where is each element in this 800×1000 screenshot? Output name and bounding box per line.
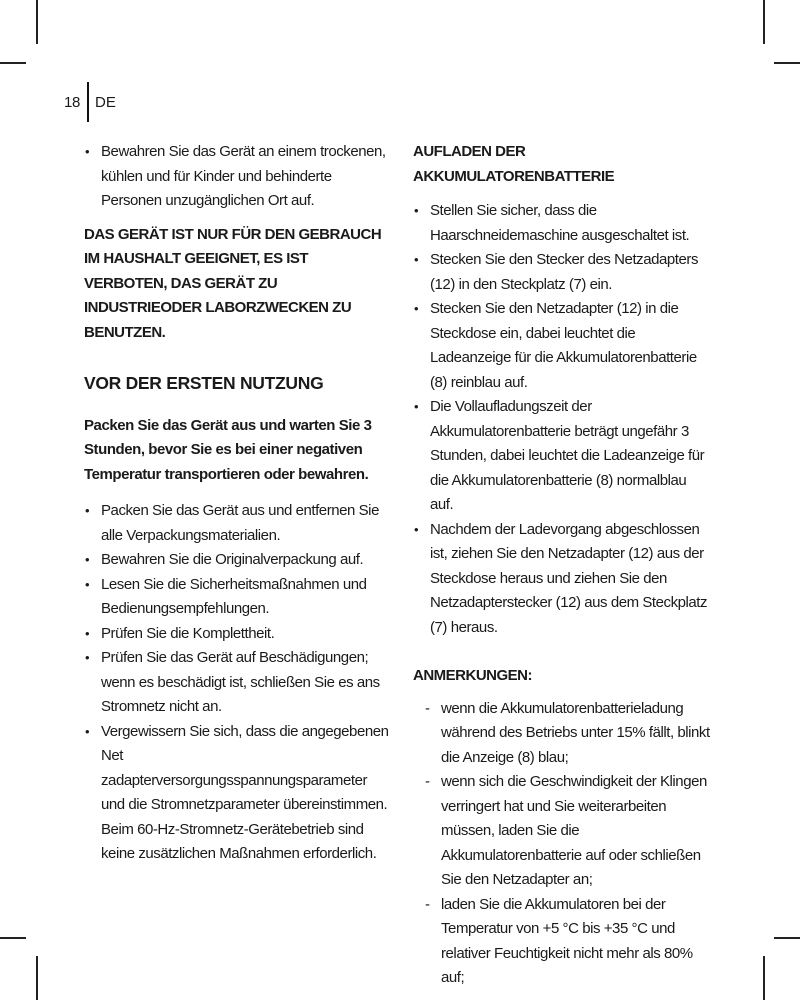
- charging-bullet-list: [413, 199, 713, 640]
- list-item: • Stecken Sie den Stecker des Netzadapters (12) in den Steckplatz (7) ein.: [413, 248, 713, 297]
- notes-heading: ANMERKUNGEN:: [413, 667, 532, 684]
- intro-bullet-list: [84, 140, 392, 214]
- warning-text: DAS GERÄT IST NUR FÜR DEN GEBRAUCH IM HAUSHALT GEEIGNET, ES IST VERBOTEN, DAS GERÄT ZU INDUSTRIEODER LABORZWECKEN ZU BENUTZEN.: [84, 225, 382, 341]
- crop-mark: [0, 62, 26, 64]
- section-heading-charging: AUFLADEN DER AKKUMULATORENBATTERIE: [413, 143, 615, 185]
- section-heading-first-use: VOR DER ERSTEN NUTZUNG: [84, 373, 324, 393]
- crop-mark: [36, 956, 38, 1000]
- list-item: • Nachdem der Ladevorgang abgeschlossen ist, ziehen Sie den Netzadapter (12) aus der Steckdose heraus und ziehen Sie den Netzadapterstecker (12) aus dem Steckplatz (7) heraus.: [413, 518, 713, 641]
- notes-list: [413, 697, 713, 991]
- note-item: - wenn die Akkumulatorenbatterieladung während des Betriebs unter 15% fällt, blinkt die Anzeige (8) blau;: [413, 697, 713, 771]
- crop-mark: [0, 937, 26, 939]
- crop-mark: [763, 956, 765, 1000]
- list-item: • Vergewissern Sie sich, dass die angegebenen Net zadapterversorgungsspannungsparameter und die Stromnetzparameter übereinstimmen. Beim 60-Hz-Stromnetz-Gerätebetrieb sind keine zusätzlichen Maßnahmen erforderlich.: [84, 720, 392, 867]
- note-item: - laden Sie die Akkumulatoren bei der Temperatur von +5 °C bis +35 °C und relativer Feuchtigkeit nicht mehr als 80% auf;: [413, 893, 713, 991]
- crop-mark: [774, 62, 800, 64]
- list-item: • Stecken Sie den Netzadapter (12) in die Steckdose ein, dabei leuchtet die Ladeanzeige für die Akkumulatorenbatterie (8) reinblau auf.: [413, 297, 713, 395]
- crop-mark: [36, 0, 38, 44]
- left-column: [84, 140, 392, 867]
- crop-mark: [774, 937, 800, 939]
- header-divider: [87, 82, 89, 122]
- list-item: • Lesen Sie die Sicherheitsmaßnahmen und Bedienungsempfehlungen.: [84, 573, 392, 622]
- language-code: DE: [95, 94, 116, 111]
- first-use-bullet-list: [84, 499, 392, 867]
- page-number: 18: [64, 94, 81, 111]
- right-column: [413, 140, 713, 991]
- list-item: • Bewahren Sie die Originalverpackung auf.: [84, 548, 392, 573]
- list-item: • Prüfen Sie das Gerät auf Beschädigungen; wenn es beschädigt ist, schließen Sie es ans Stromnetz nicht an.: [84, 646, 392, 720]
- note-item: - wenn sich die Geschwindigkeit der Klingen verringert hat und Sie weiterarbeiten müssen, laden Sie die Akkumulatorenbatterie auf oder schließen Sie den Netzadapter an;: [413, 770, 713, 893]
- list-item: • Packen Sie das Gerät aus und entfernen Sie alle Verpackungsmaterialien.: [84, 499, 392, 548]
- crop-mark: [763, 0, 765, 44]
- list-item: • Prüfen Sie die Komplettheit.: [84, 622, 392, 647]
- list-item: • Die Vollaufladungszeit der Akkumulatorenbatterie beträgt ungefähr 3 Stunden, dabei leuchtet die Ladeanzeige für die Akkumulatorenbatterie (8) normalblau auf.: [413, 395, 713, 518]
- list-item: • Bewahren Sie das Gerät an einem trockenen, kühlen und für Kinder und behinderte Personen unzugänglichen Ort auf.: [84, 140, 392, 214]
- section-intro: Packen Sie das Gerät aus und warten Sie 3 Stunden, bevor Sie es bei einer negativen Temperatur transportieren oder bewahren.: [84, 416, 372, 483]
- list-item: • Stellen Sie sicher, dass die Haarschneidemaschine ausgeschaltet ist.: [413, 199, 713, 248]
